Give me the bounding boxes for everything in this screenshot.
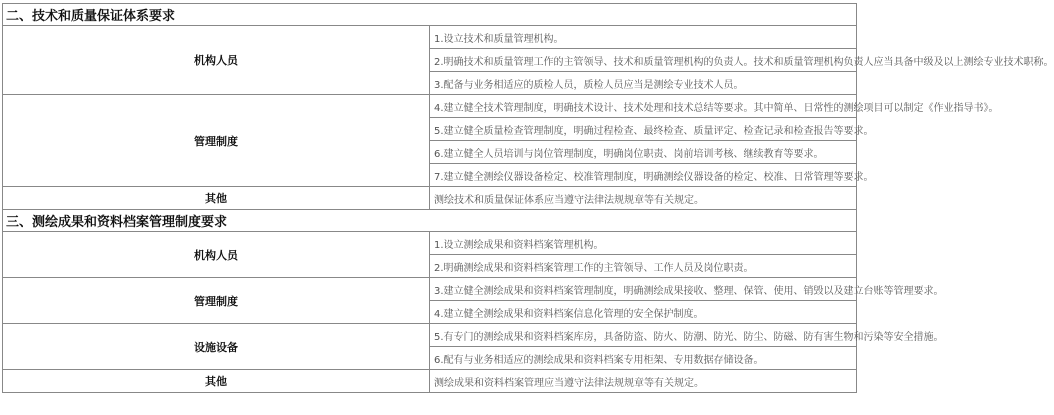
requirements-table-body xyxy=(3,4,1054,393)
requirement-item: 4.建立健全技术管理制度，明确技术设计、技术处理和技术总结等要求。其中简单、日常性的测绘项目可以制定《作业指导书》。 xyxy=(430,95,857,118)
requirement-item: 3.配备与业务相适应的质检人员，质检人员应当是测绘专业技术人员。 xyxy=(430,72,857,95)
table-row xyxy=(3,278,857,301)
section-header-row xyxy=(3,210,857,232)
requirements-document xyxy=(2,3,1054,393)
requirement-item: 4.建立健全测绘成果和资料档案信息化管理的安全保护制度。 xyxy=(430,301,857,324)
requirement-item: 2.明确技术和质量管理工作的主管领导、技术和质量管理机构的负责人。技术和质量管理机构负责人应当具备中级及以上测绘专业技术职称。 xyxy=(430,49,857,72)
table-row xyxy=(3,324,857,347)
category-cell: 设施设备 xyxy=(3,324,430,370)
table-row xyxy=(3,95,857,118)
category-cell: 其他 xyxy=(3,370,430,393)
category-cell: 机构人员 xyxy=(3,26,430,95)
table-row xyxy=(3,232,857,255)
category-cell: 管理制度 xyxy=(3,278,430,324)
requirement-item: 测绘成果和资料档案管理应当遵守法律法规规章等有关规定。 xyxy=(430,370,857,393)
requirements-table xyxy=(2,3,1054,393)
category-cell: 管理制度 xyxy=(3,95,430,187)
section-title: 三、测绘成果和资料档案管理制度要求 xyxy=(3,210,857,232)
table-row xyxy=(3,187,857,210)
table-row xyxy=(3,26,857,49)
requirement-item: 2.明确测绘成果和资料档案管理工作的主管领导、工作人员及岗位职责。 xyxy=(430,255,857,278)
category-cell: 机构人员 xyxy=(3,232,430,278)
requirement-item: 3.建立健全测绘成果和资料档案管理制度，明确测绘成果接收、整理、保管、使用、销毁以及建立台账等管理要求。 xyxy=(430,278,857,301)
table-row xyxy=(3,370,857,393)
category-cell: 其他 xyxy=(3,187,430,210)
requirement-item: 5.建立健全质量检查管理制度，明确过程检查、最终检查、质量评定、检查记录和检查报告等要求。 xyxy=(430,118,857,141)
section-header-row xyxy=(3,4,857,26)
requirement-item: 5.有专门的测绘成果和资料档案库房，具备防盗、防火、防潮、防光、防尘、防磁、防有害生物和污染等安全措施。 xyxy=(430,324,857,347)
requirement-item: 6.建立健全人员培训与岗位管理制度，明确岗位职责、岗前培训考核、继续教育等要求。 xyxy=(430,141,857,164)
section-title: 二、技术和质量保证体系要求 xyxy=(3,4,857,26)
requirement-item: 1.设立技术和质量管理机构。 xyxy=(430,26,857,49)
requirement-item: 6.配有与业务相适应的测绘成果和资料档案专用柜架、专用数据存储设备。 xyxy=(430,347,857,370)
requirement-item: 7.建立健全测绘仪器设备检定、校准管理制度，明确测绘仪器设备的检定、校准、日常管理等要求。 xyxy=(430,164,857,187)
requirement-item: 1.设立测绘成果和资料档案管理机构。 xyxy=(430,232,857,255)
requirement-item: 测绘技术和质量保证体系应当遵守法律法规规章等有关规定。 xyxy=(430,187,857,210)
